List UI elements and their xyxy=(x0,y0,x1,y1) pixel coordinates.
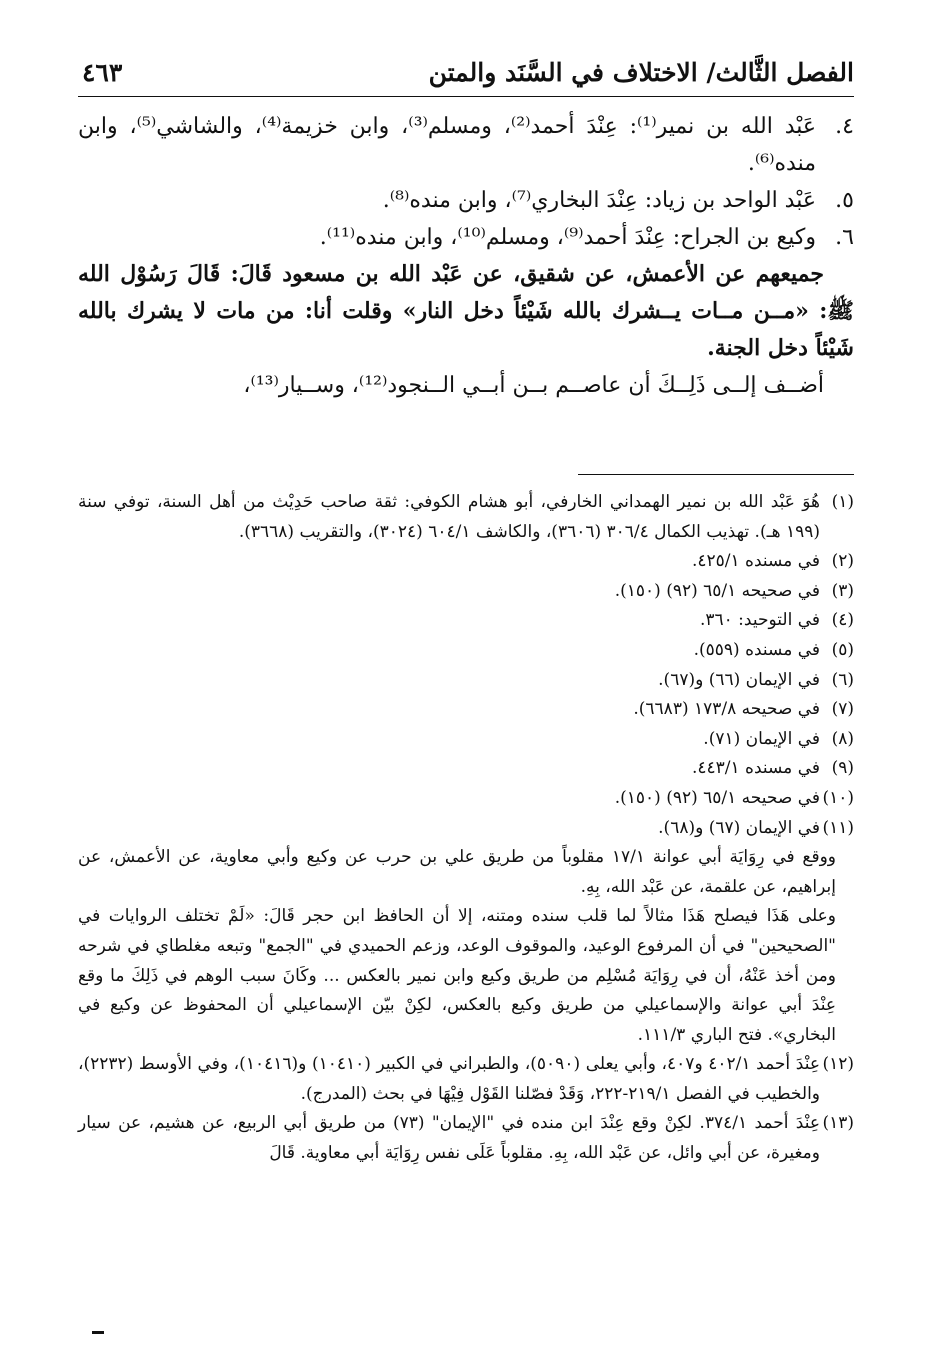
page-number: ٤٦٣ xyxy=(82,58,123,87)
footnote-continuation: وعلى هَذَا فيصلح هَذَا مثالاً لما قلب سنده ومتنه، إلا أن الحافظ ابن حجر قَالَ: «لَمْ تختلف الروايات في "الصحيحين" في أن المرفوع الوعيد، والموقوف الوعد، وزعم الحميدي في "الجمع" وتبعه مغلطاي في شرحه ومن أخذ عَنْهُ، أن في رِوَايَة مُسْلِم من طريق وكيع وابن نمير بالعكس ... وكَانَ سبب الوهم في ذَلِكَ ما وقع عِنْدَ أبي عوانة والإسماعيلي من طريق وكيع بالعكس، لكِنْ بيّن الإسماعيلي أن المحفوظ عن وكيع في البخاري». فتح الباري ١١١/٣. xyxy=(78,906,836,1045)
footnote-mark: (٧) xyxy=(831,699,854,720)
footnote-mark: (٩) xyxy=(831,758,854,779)
list-item xyxy=(78,182,854,219)
footnote xyxy=(78,547,854,577)
continuation-paragraph: أضــف إلــى ذَلِــكَ أن عاصــم بــن أبــي الــنجود⁽¹²⁾، وســيار⁽¹³⁾، xyxy=(243,373,824,398)
footnote xyxy=(78,636,854,666)
footnotes xyxy=(78,488,854,1169)
list-item-number: ٦. xyxy=(835,225,854,250)
chapter-title: الفصل الثَّالث/ الاختلاف في السَّنَد والمتن xyxy=(428,58,854,87)
footnote-text: في صحيحه ١٧٣/٨ (٦٦٨٣). xyxy=(633,699,820,720)
footnote-mark: (٦) xyxy=(831,669,854,690)
footnote-text: في الإيمان (٦٦) و(٦٧). xyxy=(658,669,820,690)
footnote-mark: (٣) xyxy=(831,580,854,601)
footnote-mark: (١١) xyxy=(822,817,854,838)
footnote xyxy=(78,754,854,784)
footnote xyxy=(78,577,854,607)
list-item xyxy=(78,219,854,256)
footnote-mark: (١٣) xyxy=(822,1113,854,1134)
footnote-text: هُوَ عَبْد الله بن نمير الهمداني الخارفي، أبو هشام الكوفي: ثقة صاحب حَدِيْث من أهل السنة، توفي سنة (١٩٩ هـ). تهذيب الكمال ٣٠٦/٤ (٣٦٠٦)، والكاشف ٦٠٤/١ (٣٠٢٤)، والتقريب (٣٦٦٨). xyxy=(78,492,820,542)
footnote-text: عِنْدَ أحمد ٤٠٢/١ و٤٠٧، وأبي يعلى (٥٠٩٠)، والطبراني في الكبير (١٠٤١٠) و(١٠٤١٦)، وفي الأوسط (٢٢٣٢)، والخطيب في الفصل ٢١٩/١-٢٢٢، وَقَدْ فصّلنا القَوْل فِيْهَا في بحث (المدرج). xyxy=(78,1054,820,1104)
footnote-mark: (١) xyxy=(831,492,854,512)
footnote-text: في الإيمان (٦٧) و(٦٨). xyxy=(658,817,820,838)
list-item-number: ٥. xyxy=(835,188,854,213)
footnote-mark: (١٢) xyxy=(822,1054,854,1075)
footnote-mark: (٥) xyxy=(831,639,854,660)
hadith-paragraph: جميعهم عن الأعمش، عن شقيق، عن عَبْد الله بن مسعود قَالَ: قَالَ رَسُوْل الله ﷺ: «مــن مــات يــشرك بالله شَيْئاً دخل النار» وقلت أنا: من مات لا يشرك بالله شَيْئاً دخل الجنة. xyxy=(78,261,854,361)
footnote xyxy=(78,666,854,696)
list-item-text: عَبْد الواحد بن زياد: عِنْدَ البخاري⁽⁷⁾، وابن منده⁽⁸⁾. xyxy=(382,188,816,213)
footnote-text: في مسنده ٤٤٣/١. xyxy=(691,758,820,779)
page-bottom-mark xyxy=(92,1331,104,1334)
footnote xyxy=(78,606,854,636)
list-item-number: ٤. xyxy=(835,114,854,139)
footnote xyxy=(78,488,854,547)
footnote-mark: (٨) xyxy=(831,728,854,749)
footnote-text: عِنْدَ أحمد ٣٧٤/١. لكِنْ وقع عِنْدَ ابن منده في "الإيمان" (٧٣) من طريق أبي الربيع، عن هشيم، عن سيار ومغيرة، عن أبي وائل، عن عَبْد الله، بِهِ. مقلوباً عَلَى نفس رِوَايَة أبي معاوية. قَالَ xyxy=(78,1113,820,1164)
list-item-text: عَبْد الله بن نمير⁽¹⁾: عِنْدَ أحمد⁽²⁾، ومسلم⁽³⁾، وابن خزيمة⁽⁴⁾، والشاشي⁽⁵⁾، وابن منده⁽⁶⁾. xyxy=(78,114,817,176)
footnote xyxy=(78,1109,854,1168)
footnote xyxy=(78,725,854,755)
running-header xyxy=(78,52,854,97)
footnote-text: في صحيحه ٦٥/١ (٩٢) (١٥٠). xyxy=(614,580,820,601)
footnote xyxy=(78,695,854,725)
footnote-continuation: ووقع في رِوَايَة أبي عوانة ١٧/١ مقلوباً من طريق علي بن حرب عن وكيع وأبي معاوية، عن الأعمش، عن إبراهيم، عن علقمة، عن عَبْد الله، بِهِ. xyxy=(78,847,837,897)
footnote xyxy=(78,1050,854,1109)
footnote-text: في صحيحه ٦٥/١ (٩٢) (١٥٠). xyxy=(614,787,820,808)
footnote-text: في الإيمان (٧١). xyxy=(703,728,820,749)
list-item xyxy=(78,108,854,182)
footnote-mark: (٤) xyxy=(831,610,854,631)
footnote-separator xyxy=(578,474,854,475)
list-item-text: وكيع بن الجراح: عِنْدَ أحمد⁽⁹⁾، ومسلم⁽¹⁰⁾، وابن منده⁽¹¹⁾. xyxy=(319,225,816,250)
footnote-text: في مسنده (٥٥٩). xyxy=(693,639,820,660)
footnote-mark: (٢) xyxy=(831,551,854,572)
footnote xyxy=(78,784,854,814)
footnote xyxy=(78,814,854,844)
footnote-text: في التوحيد: ٣٦٠. xyxy=(699,610,820,631)
footnote-text: في مسنده ٤٢٥/١. xyxy=(691,551,820,572)
main-text xyxy=(78,108,854,404)
footnote-mark: (١٠) xyxy=(822,787,854,808)
